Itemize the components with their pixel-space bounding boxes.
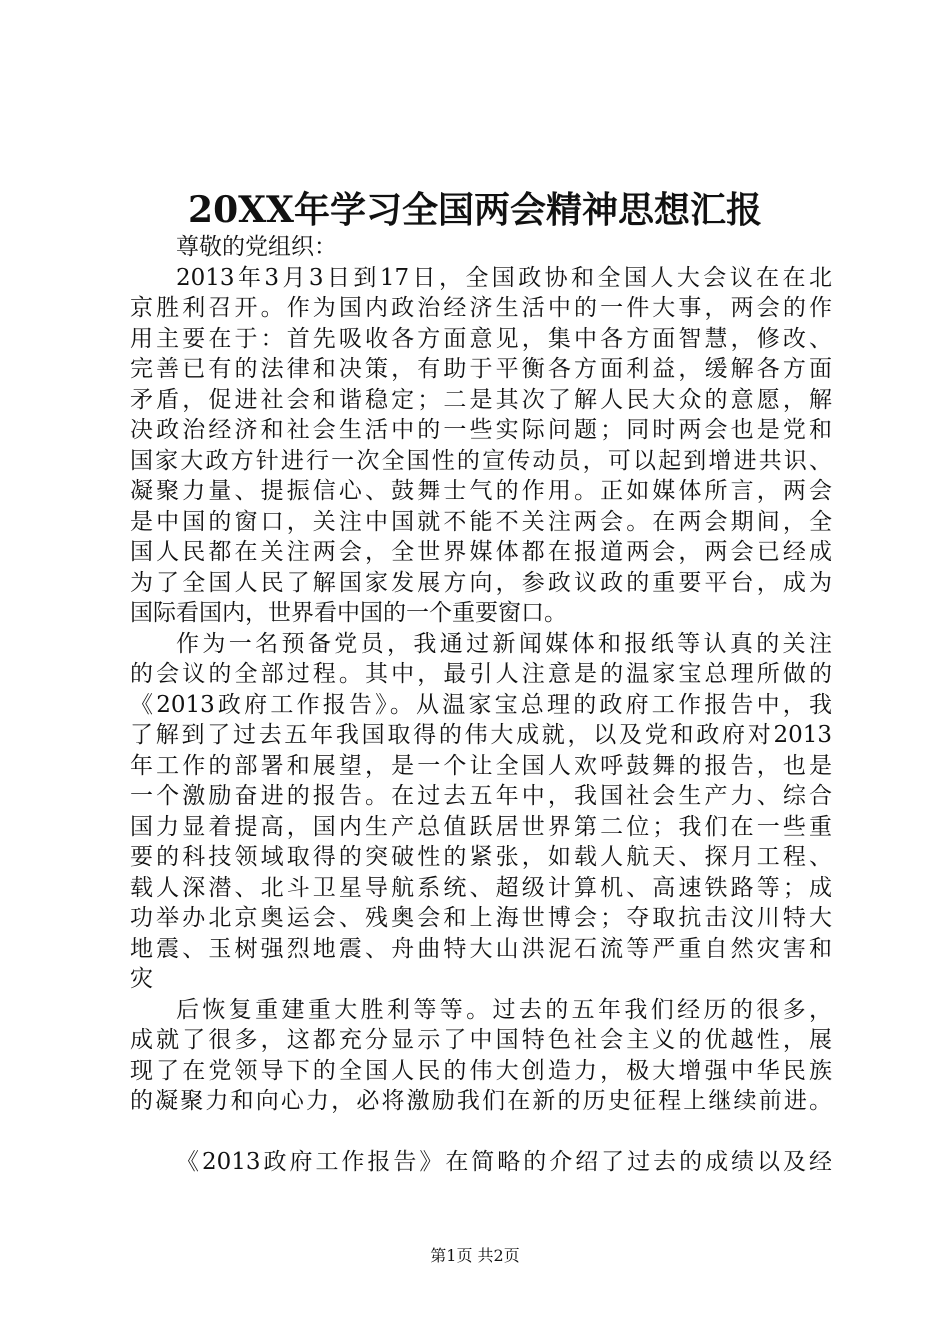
paragraph-1-line: 决政治经济和社会生活中的一些实际问题；同时两会也是党和 <box>130 417 832 443</box>
paragraph-3-line: 现了在党领导下的全国人民的伟大创造力，极大增强中华民族 <box>130 1057 832 1084</box>
paragraph-2-line: 载人深潜、北斗卫星导航系统、超级计算机、高速铁路等；成 <box>130 874 832 901</box>
paragraph-2-line: 国力显着提高，国内生产总值跃居世界第二位；我们在一些重 <box>130 813 832 840</box>
paragraph-2-line: 作为一名预备党员，我通过新闻媒体和报纸等认真的关注 <box>176 630 832 657</box>
paragraph-2-line: 了解到了过去五年我国取得的伟大成就，以及党和政府对2013 <box>130 722 832 748</box>
paragraph-2-line: 功举办北京奥运会、残奥会和上海世博会；夺取抗击汶川特大 <box>130 905 832 931</box>
paragraph-2-line: 《2013政府工作报告》。从温家宝总理的政府工作报告中，我 <box>130 691 832 718</box>
paragraph-1-line: 是中国的窗口，关注中国就不能不关注两会。在两会期间，全 <box>130 508 832 535</box>
paragraph-1-line: 凝聚力量、提振信心、鼓舞士气的作用。正如媒体所言，两会 <box>130 478 832 504</box>
paragraph-2-line: 年工作的部署和展望，是一个让全国人欢呼鼓舞的报告，也是 <box>130 752 832 779</box>
paragraph-2-line: 地震、玉树强烈地震、舟曲特大山洪泥石流等严重自然灾害和 <box>130 935 832 962</box>
paragraph-1-line: 京胜利召开。作为国内政治经济生活中的一件大事，两会的作 <box>130 295 832 321</box>
paragraph-1-line: 国家大政方针进行一次全国性的宣传动员，可以起到增进共识、 <box>130 447 832 474</box>
paragraph-3-line: 后恢复重建重大胜利等等。过去的五年我们经历的很多， <box>176 996 832 1023</box>
paragraph-1-line: 国际看国内，世界看中国的一个重要窗口。 <box>130 600 567 626</box>
paragraph-gap <box>130 1117 832 1147</box>
salutation: 尊敬的党组织： <box>176 234 337 260</box>
paragraph-2-line: 的会议的全部过程。其中，最引人注意是的温家宝总理所做的 <box>130 661 832 687</box>
paragraph-1-line: 完善已有的法律和决策，有助于平衡各方面利益，缓解各方面 <box>130 356 832 382</box>
paragraph-1-line: 矛盾，促进社会和谐稳定；二是其次了解人民大众的意愿，解 <box>130 386 832 413</box>
paragraph-2-line: 灾 <box>130 966 153 992</box>
paragraph-1-line: 用主要在于：首先吸收各方面意见，集中各方面智慧，修改、 <box>130 325 832 352</box>
paragraph-3-line: 成就了很多，这都充分显示了中国特色社会主义的优越性，展 <box>130 1027 832 1053</box>
page-footer: 第1页 共2页 <box>430 1246 520 1265</box>
document-title: 20XX年学习全国两会精神思想汇报 <box>188 189 762 231</box>
paragraph-2-line: 一个激励奋进的报告。在过去五年中，我国社会生产力、综合 <box>130 783 832 809</box>
document-body <box>130 232 832 1177</box>
paragraph-1-line: 2013年3月3日到17日，全国政协和全国人大会议在在北 <box>176 264 832 291</box>
paragraph-1-line: 国人民都在关注两会，全世界媒体都在报道两会，两会已经成 <box>130 539 832 565</box>
paragraph-4-line: 《2013政府工作报告》在简略的介绍了过去的成绩以及经 <box>176 1148 832 1175</box>
paragraph-2-line: 要的科技领域取得的突破性的紧张，如载人航天、探月工程、 <box>130 844 832 870</box>
paragraph-1-line: 为了全国人民了解国家发展方向，参政议政的重要平台，成为 <box>130 569 832 596</box>
paragraph-3-line: 的凝聚力和向心力，必将激励我们在新的历史征程上继续前进。 <box>130 1088 832 1114</box>
